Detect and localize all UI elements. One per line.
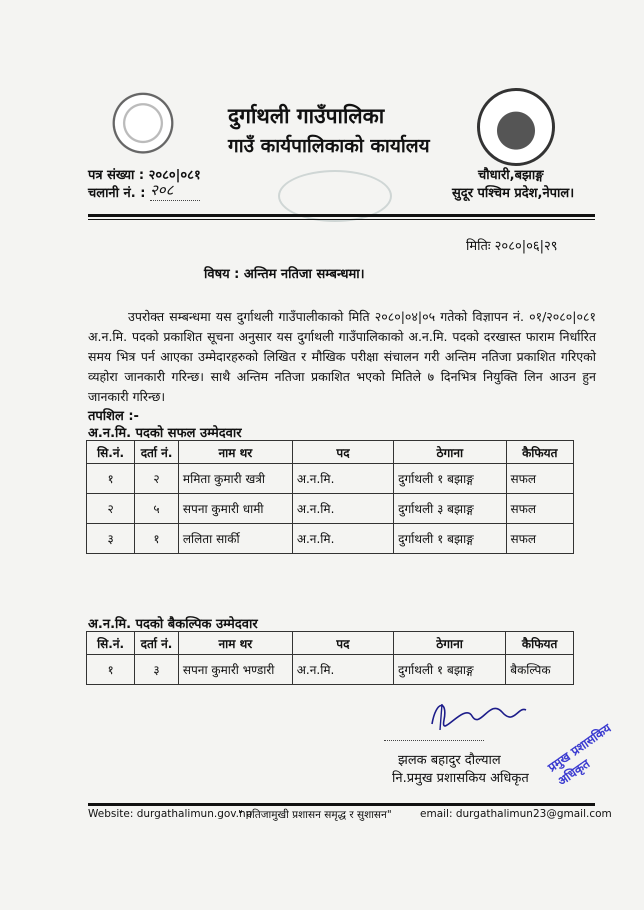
- col-reg-no: दर्ता नं.: [135, 441, 179, 464]
- address-line-1: चौधारी,बझाङ्ग: [478, 168, 544, 183]
- cell-sn: १: [87, 464, 135, 494]
- signatory-name: झलक बहादुर दौल्याल: [398, 753, 501, 768]
- cell-reg-no: ५: [135, 494, 179, 524]
- cell-address: दुर्गाथली १ बझाङ्ग: [393, 655, 505, 685]
- col-remarks: कैफियत: [506, 441, 573, 464]
- table-row: [87, 655, 574, 685]
- cell-name: सपना कुमारी धामी: [178, 494, 292, 524]
- cell-reg-no: १: [135, 524, 179, 554]
- letter-subject: विषय : अन्तिम नतिजा सम्बन्धमा।: [204, 267, 365, 282]
- table-row: [87, 494, 574, 524]
- cell-remarks: सफल: [506, 494, 573, 524]
- footer-website: Website: durgathalimun.gov.np: [88, 808, 253, 820]
- cell-post: अ.न.मि.: [292, 464, 393, 494]
- col-post: पद: [292, 632, 393, 655]
- header-divider: [88, 214, 595, 217]
- letter-body: उपरोक्त सम्बन्धमा यस दुर्गाथली गाउँपालीकाको मिति २०८०|०४|०५ गतेको विज्ञापन नं. ०१/२०८०|०८१ अ.न.मि. पदको प्रकाशित सूचना अनुसार यस दुर्गाथली गाउँपालिकाको अ.न.मि. पदको दरखास्त फाराम निर्धारित समय भित्र पर्न आएका उम्मेदारहरुको लिखित र मौखिक परीक्षा संचालन गरी अन्तिम नतिजा प्रकाशित गरिएको व्यहोरा जानकारी गरिन्छ। साथै अन्तिम नतिजा प्रकाशित भएको मितिले ७ दिनभित्र नियुक्ति लिन आउन हुन जानकारी गरिन्छ।: [88, 309, 596, 404]
- signatory-title: नि.प्रमुख प्रशासकिय अधिकृत: [392, 771, 529, 786]
- col-post: पद: [292, 441, 393, 464]
- cell-sn: २: [87, 494, 135, 524]
- org-office: गाउँ कार्यपालिकाको कार्यालय: [228, 135, 430, 157]
- cell-remarks: सफल: [506, 464, 573, 494]
- alternate-candidates-table: [86, 631, 574, 685]
- details-label: तपशिल :-: [88, 409, 139, 424]
- col-name: नाम थर: [178, 632, 292, 655]
- successful-candidates-table: [86, 440, 574, 554]
- cell-reg-no: २: [135, 464, 179, 494]
- footer-email: email: durgathalimun23@gmail.com: [420, 808, 612, 820]
- dispatch-number-value: २०८: [150, 180, 200, 201]
- cell-address: दुर्गाथली ३ बझाङ्ग: [394, 494, 506, 524]
- cell-post: अ.न.मि.: [292, 524, 393, 554]
- col-sn: सि.नं.: [87, 632, 135, 655]
- cell-name: ममिता कुमारी खत्री: [178, 464, 292, 494]
- table-row: [87, 464, 574, 494]
- cell-sn: ३: [87, 524, 135, 554]
- table1-title: अ.न.मि. पदको सफल उम्मेदवार: [88, 426, 242, 441]
- letter-number: पत्र संख्या : २०८०|०८१: [88, 168, 201, 183]
- cell-post: अ.न.मि.: [292, 494, 393, 524]
- org-name: दुर्गाथली गाउँपालिका: [228, 104, 385, 128]
- col-address: ठेगाना: [393, 632, 505, 655]
- table2-title: अ.न.मि. पदको बैकल्पिक उम्मेदवार: [88, 617, 258, 632]
- table-row: [87, 524, 574, 554]
- table-header-row: [87, 441, 574, 464]
- address-line-2: सुदूर पश्चिम प्रदेश,नेपाल।: [452, 186, 575, 201]
- nepal-emblem-logo: [104, 88, 182, 166]
- col-reg-no: दर्ता नं.: [135, 632, 179, 655]
- cell-reg-no: ३: [135, 655, 179, 685]
- footer-slogan: " नतिजामुखी प्रशासन समृद्ध र सुशासन": [238, 809, 392, 821]
- municipality-logo: [477, 88, 555, 166]
- col-address: ठेगाना: [394, 441, 506, 464]
- cell-address: दुर्गाथली १ बझाङ्ग: [394, 464, 506, 494]
- table-header-row: [87, 632, 574, 655]
- dispatch-number-label: चलानी नं. :: [88, 186, 146, 201]
- official-stamp: प्रमुख प्रशासकिय अधिकृत: [545, 720, 614, 789]
- col-name: नाम थर: [178, 441, 292, 464]
- signature-line: [384, 740, 484, 741]
- header-divider-thin: [88, 219, 595, 220]
- letter-date: मितिः २०८०|०६|२९: [466, 239, 558, 254]
- cell-remarks: सफल: [506, 524, 573, 554]
- cell-name: ललिता सार्की: [178, 524, 292, 554]
- cell-name: सपना कुमारी भण्डारी: [178, 655, 292, 685]
- cell-remarks: बैकल्पिक: [506, 655, 574, 685]
- footer-divider: [88, 803, 595, 806]
- handwritten-signature: [414, 690, 534, 738]
- cell-post: अ.न.मि.: [292, 655, 393, 685]
- cell-sn: १: [87, 655, 135, 685]
- cell-address: दुर्गाथली १ बझाङ्ग: [394, 524, 506, 554]
- col-remarks: कैफियत: [506, 632, 574, 655]
- col-sn: सि.नं.: [87, 441, 135, 464]
